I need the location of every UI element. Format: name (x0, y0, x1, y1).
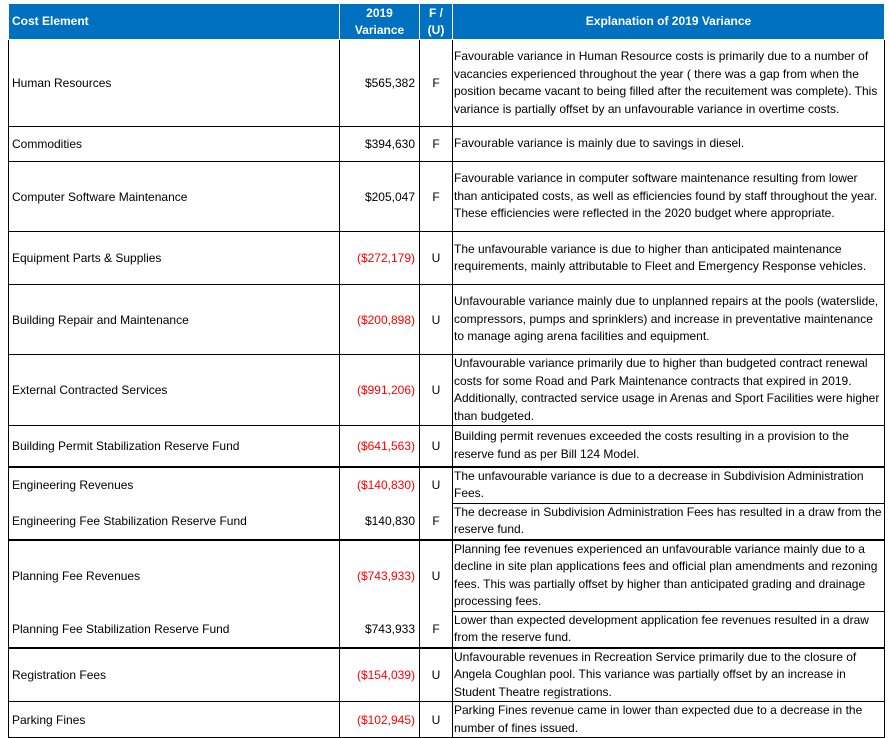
table-row (9, 540, 885, 612)
variance-cell: ($154,039) (340, 648, 420, 702)
table-row (9, 426, 885, 467)
variance-cell: ($743,933) (340, 540, 420, 612)
fu-cell: U (420, 285, 453, 355)
fu-cell: U (420, 355, 453, 426)
cost-element-cell: Engineering Fee Stabilization Reserve Fund (9, 503, 340, 540)
cost-element-cell: Parking Fines (9, 702, 340, 738)
explanation-cell: Parking Fines revenue came in lower than expected due to a decrease in the number of fines issued. (453, 702, 885, 738)
table-row (9, 127, 885, 162)
header-variance (340, 4, 420, 40)
variance-table (8, 3, 885, 738)
variance-cell: $140,830 (340, 503, 420, 540)
fu-cell: U (420, 467, 453, 504)
fu-cell: U (420, 702, 453, 738)
explanation-cell: Lower than expected development application fee revenues resulted in a draw from the reserve fund. (453, 611, 885, 648)
table-row (9, 467, 885, 504)
fu-cell: U (420, 232, 453, 285)
header-row (9, 4, 885, 40)
cost-element-cell: Planning Fee Stabilization Reserve Fund (9, 611, 340, 648)
variance-cell: ($641,563) (340, 426, 420, 467)
header-explanation: Explanation of 2019 Variance (453, 4, 885, 40)
fu-cell: F (420, 503, 453, 540)
cost-element-cell: Building Repair and Maintenance (9, 285, 340, 355)
table-row (9, 232, 885, 285)
fu-cell: U (420, 648, 453, 702)
cost-element-cell: Equipment Parts & Supplies (9, 232, 340, 285)
table-row (9, 611, 885, 648)
cost-element-cell: Building Permit Stabilization Reserve Fund (9, 426, 340, 467)
table-row (9, 40, 885, 127)
variance-cell: $394,630 (340, 127, 420, 162)
cost-element-cell: Human Resources (9, 40, 340, 127)
variance-cell: ($200,898) (340, 285, 420, 355)
cost-element-cell: External Contracted Services (9, 355, 340, 426)
variance-cell: $743,933 (340, 611, 420, 648)
header-variance-label: Variance (354, 22, 405, 37)
variance-cell: ($102,945) (340, 702, 420, 738)
fu-cell: U (420, 426, 453, 467)
table-row (9, 648, 885, 702)
table-row (9, 285, 885, 355)
explanation-cell: The unfavourable variance is due to higher than anticipated maintenance requirements, mainly attributable to Fleet and Emergency Response vehicles. (453, 232, 885, 285)
cost-element-cell: Registration Fees (9, 648, 340, 702)
fu-cell: F (420, 127, 453, 162)
table-row (9, 503, 885, 540)
variance-cell: ($991,206) (340, 355, 420, 426)
table-row (9, 355, 885, 426)
fu-cell: U (420, 540, 453, 612)
explanation-cell: Unfavourable variance mainly due to unplanned repairs at the pools (waterslide, compressors, pumps and sprinklers) and increase in preventative maintenance to manage aging arena facilities and equipment. (453, 285, 885, 355)
variance-cell: ($140,830) (340, 467, 420, 504)
explanation-cell: The decrease in Subdivision Administration Fees has resulted in a draw from the reserve fund. (453, 503, 885, 540)
cost-element-cell: Planning Fee Revenues (9, 540, 340, 612)
explanation-cell: Favourable variance is mainly due to savings in diesel. (453, 127, 885, 162)
variance-cell: $205,047 (340, 162, 420, 232)
variance-cell: $565,382 (340, 40, 420, 127)
variance-cell: ($272,179) (340, 232, 420, 285)
explanation-cell: Favourable variance in Human Resource costs is primarily due to a number of vacancies experienced throughout the year ( there was a gap from when the position became vacant to being filled after the recuitement was complete). This variance is partially offset by an unfavourable variance in overtime costs. (453, 40, 885, 127)
header-variance-year: 2019 (366, 5, 393, 20)
fu-cell: F (420, 40, 453, 127)
explanation-cell: Building permit revenues exceeded the costs resulting in a provision to the reserve fund as per Bill 124 Model. (453, 426, 885, 467)
explanation-cell: Planning fee revenues experienced an unfavourable variance mainly due to a decline in site plan applications fees and official plan amendments and rezoning fees. This was partially offset by higher than anticipated grading and drainage processing fees. (453, 540, 885, 612)
fu-cell: F (420, 162, 453, 232)
cost-element-cell: Computer Software Maintenance (9, 162, 340, 232)
explanation-cell: Favourable variance in computer software maintenance resulting from lower than anticipated costs, as well as efficiencies found by staff throughout the year. These efficiencies were reflected in the 2020 budget where appropriate. (453, 162, 885, 232)
fu-cell: F (420, 611, 453, 648)
table-row (9, 162, 885, 232)
table-row (9, 702, 885, 738)
explanation-cell: The unfavourable variance is due to a decrease in Subdivision Administration Fees. (453, 467, 885, 504)
header-fu: F / (U) (420, 4, 453, 40)
cost-element-cell: Commodities (9, 127, 340, 162)
header-cost-element: Cost Element (9, 4, 340, 40)
explanation-cell: Unfavourable revenues in Recreation Service primarily due to the closure of Angela Coughlan pool. This variance was partially offset by an increase in Student Theatre registrations. (453, 648, 885, 702)
cost-element-cell: Engineering Revenues (9, 467, 340, 504)
explanation-cell: Unfavourable variance primarily due to higher than budgeted contract renewal costs for some Road and Park Maintenance contracts that expired in 2019. Additionally, contracted service usage in Arenas and Sport Facilities were higher than budgeted. (453, 355, 885, 426)
